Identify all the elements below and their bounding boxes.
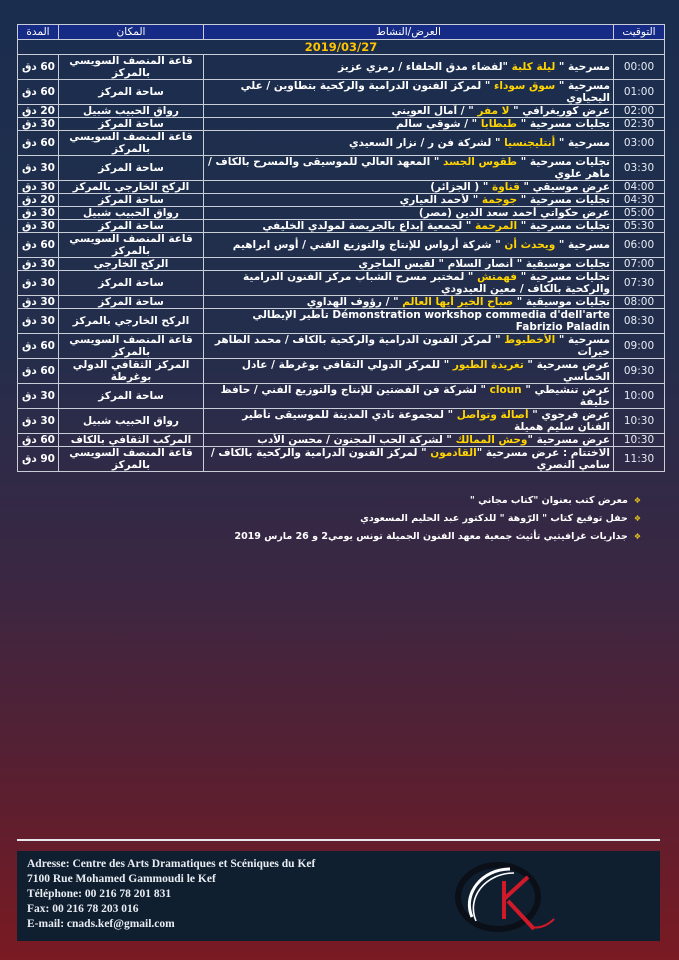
time-cell: 04:00: [614, 181, 665, 194]
activity-title: وحش الممالك: [455, 434, 528, 446]
note-text: معرض كتب بعنوان "كتاب مجاني ": [469, 495, 628, 506]
bullet-icon: ❖: [633, 532, 641, 541]
activity-cell: [204, 309, 614, 334]
time-cell: 05:00: [614, 207, 665, 220]
activity-text: " لمركز الفنون الدرامية والركحية بالكاف / سامي النصري: [210, 447, 610, 471]
bullet-icon: ❖: [633, 496, 641, 505]
table-row: [18, 258, 665, 271]
place-cell: الركح الخارجي: [59, 258, 204, 271]
activity-text: " / رؤوف الهداوي: [306, 296, 403, 308]
duration-cell: 30 دق: [18, 118, 59, 131]
time-cell: 03:30: [614, 156, 665, 181]
duration-cell: 60 دق: [18, 55, 59, 80]
activity-text: " لشركة فن ر / نزار السعيدي: [348, 137, 505, 149]
time-cell: 10:30: [614, 409, 665, 434]
activity-cell: [204, 181, 614, 194]
table-row: [18, 359, 665, 384]
activity-text: " / شوقي سالم: [396, 118, 481, 130]
address-block: [27, 857, 315, 932]
duration-cell: 30 دق: [18, 309, 59, 334]
place-cell: ساحة المركز: [59, 80, 204, 105]
duration-cell: 30 دق: [18, 271, 59, 296]
activity-text: مسرحية ": [555, 80, 610, 92]
activity-text: " المعهد العالي للموسيقى والمسرح بالكاف / ماهر علوي: [208, 156, 610, 180]
activity-text: تجليات مسرحية ": [517, 194, 610, 206]
activity-title: طقوس الجسد: [443, 156, 518, 168]
header-time: التوقيت: [614, 25, 665, 40]
address-line: Adresse: Centre des Arts Dramatiques et Scéniques du Kef: [27, 858, 316, 870]
activity-text: عرض مسرحية ": [523, 359, 610, 371]
time-cell: 09:30: [614, 359, 665, 384]
activity-title: جوجمة: [481, 194, 518, 206]
duration-cell: 30 دق: [18, 207, 59, 220]
activity-cell: [204, 271, 614, 296]
activity-text: عرض فرجوي ": [528, 409, 610, 421]
activity-text: عرض مسرحية ": [527, 434, 610, 446]
table-row: [18, 334, 665, 359]
activity-text: Démonstration workshop commedia d'dell'arte تأطير الإيطالي Fabrizio Paladin: [252, 309, 610, 333]
activity-cell: [204, 131, 614, 156]
table-row: [18, 105, 665, 118]
place-cell: ساحة المركز: [59, 194, 204, 207]
activity-cell: [204, 384, 614, 409]
duration-cell: 60 دق: [18, 80, 59, 105]
activity-text: مسرحية ": [555, 239, 610, 251]
activity-text: تجليات مسرحية ": [517, 118, 610, 130]
activity-cell: [204, 409, 614, 434]
activity-cell: [204, 334, 614, 359]
table-row: [18, 80, 665, 105]
activity-text: "لفضاء مدق الحلفاء / رمزي عزيز: [338, 61, 512, 73]
activity-text: الاختتام : عرض مسرحية ": [476, 447, 610, 459]
duration-cell: 60 دق: [18, 233, 59, 258]
activity-text: " لشركة فن الفضتين للإنتاج والتوزيع الفني / حافظ خليفة: [220, 384, 610, 408]
activity-cell: [204, 55, 614, 80]
table-row: [18, 309, 665, 334]
place-cell: رواق الحبيب شبيل: [59, 207, 204, 220]
duration-cell: 30 دق: [18, 181, 59, 194]
activity-text: " لشركة الحب المجنون / محسن الأدب: [257, 434, 456, 446]
time-cell: 02:00: [614, 105, 665, 118]
time-cell: 11:30: [614, 447, 665, 472]
activity-text: " لأحمد العياري: [399, 194, 482, 206]
notes-list: [81, 492, 641, 546]
activity-cell: [204, 80, 614, 105]
activity-cell: [204, 434, 614, 447]
duration-cell: 30 دق: [18, 409, 59, 434]
table-row: [18, 220, 665, 233]
schedule-table: [17, 24, 665, 472]
note-item: [81, 510, 641, 528]
activity-text: " شركة أرواس للإنتاج والتوزيع الفني / أوس ابراهيم: [232, 239, 505, 251]
activity-cell: [204, 194, 614, 207]
activity-title: لا مفر: [477, 105, 510, 117]
table-row: [18, 271, 665, 296]
activity-title: القادمون: [430, 447, 477, 459]
table-row: [18, 207, 665, 220]
activity-text: " / آمال العويني: [391, 105, 478, 117]
duration-cell: 30 دق: [18, 258, 59, 271]
place-cell: قاعة المنصف السويسي بالمركز: [59, 334, 204, 359]
activity-cell: [204, 220, 614, 233]
activity-text: تجليات موسيقية " أنصار السلام " لقيس الماجري: [358, 258, 610, 270]
time-cell: 00:00: [614, 55, 665, 80]
footer-contact: [17, 851, 660, 941]
table-row: [18, 181, 665, 194]
time-cell: 06:00: [614, 233, 665, 258]
place-cell: الركح الخارجي بالمركز: [59, 181, 204, 194]
place-cell: قاعة المنصف السويسي بالمركز: [59, 55, 204, 80]
activity-text: مسرحية ": [555, 61, 610, 73]
time-cell: 04:30: [614, 194, 665, 207]
time-cell: 09:00: [614, 334, 665, 359]
place-cell: المركب الثقافي بالكاف: [59, 434, 204, 447]
duration-cell: 60 دق: [18, 334, 59, 359]
table-row: [18, 409, 665, 434]
time-cell: 05:30: [614, 220, 665, 233]
activity-text: " للمركز الدولي الثقافي بوغرطة / عادل الخماسي: [241, 359, 610, 383]
activity-text: " لمجموعة نادي المدينة للموسيقى تأطير الفنان سليم هميلة: [242, 409, 610, 433]
activity-text: " ( الجزائر): [430, 181, 492, 193]
place-cell: ساحة المركز: [59, 118, 204, 131]
bullet-icon: ❖: [633, 514, 641, 523]
table-row: [18, 296, 665, 309]
note-text: حفل توقيع كتاب " الرّوهة " للدكتور عبد الحليم المسعودي: [360, 513, 628, 524]
email-line: E-mail: cnads.kef@gmail.com: [27, 918, 175, 930]
activity-cell: [204, 258, 614, 271]
header-duration: المدة: [18, 25, 59, 40]
place-cell: قاعة المنصف السويسي بالمركز: [59, 131, 204, 156]
duration-cell: 20 دق: [18, 194, 59, 207]
header-place: المكان: [59, 25, 204, 40]
activity-title: طبطابا: [480, 118, 518, 130]
duration-cell: 30 دق: [18, 384, 59, 409]
activity-title: أنتليجنسيا: [504, 137, 556, 149]
street-line: 7100 Rue Mohamed Gammoudi le Kef: [27, 873, 216, 885]
footer-divider: [17, 839, 660, 841]
activity-text: تجليات مسرحية ": [517, 220, 610, 232]
activity-cell: [204, 447, 614, 472]
place-cell: قاعة المنصف السويسي بالمركز: [59, 447, 204, 472]
activity-text: " لمختبر مسرح الشباب مركز الفنون الدرامية والركحية بالكاف / معين العيدودي: [243, 271, 610, 295]
activity-text: عرض موسيقي ": [519, 181, 610, 193]
activity-title: المرحمة: [474, 220, 518, 232]
duration-cell: 60 دق: [18, 359, 59, 384]
activity-text: " لمركز الفنون الدرامية والركحية بالكاف / محمد الطاهر خيرات: [214, 334, 610, 358]
activity-text: " لمركز الفنون الدرامية والركحية بتطاوين / علي اليحياوي: [240, 80, 610, 104]
activity-text: مسرحية ": [555, 137, 610, 149]
activity-cell: [204, 105, 614, 118]
time-cell: 10:30: [614, 434, 665, 447]
duration-cell: 60 دق: [18, 131, 59, 156]
table-row: [18, 156, 665, 181]
time-cell: 01:00: [614, 80, 665, 105]
table-row: [18, 131, 665, 156]
activity-text: " لجمعية إبداع بالجريصة لمولدي الخليفي: [262, 220, 475, 232]
duration-cell: 30 دق: [18, 220, 59, 233]
activity-cell: [204, 359, 614, 384]
time-cell: 07:30: [614, 271, 665, 296]
activity-title: فهمتش: [477, 271, 518, 283]
duration-cell: 30 دق: [18, 296, 59, 309]
activity-title: ليلة كلبة: [511, 61, 556, 73]
place-cell: قاعة المنصف السويسي بالمركز: [59, 233, 204, 258]
fax-line: Fax: 00 216 78 203 016: [27, 903, 139, 915]
schedule-date: 2019/03/27: [18, 40, 665, 55]
activity-text: عرض تنشيطي ": [521, 384, 610, 396]
time-cell: 08:00: [614, 296, 665, 309]
time-cell: 10:00: [614, 384, 665, 409]
table-row: [18, 194, 665, 207]
table-row: [18, 447, 665, 472]
activity-title: صباح الخير أيها العالم: [402, 296, 514, 308]
activity-text: تجليات موسيقية ": [513, 296, 610, 308]
activity-title: cloun: [489, 384, 522, 396]
activity-cell: [204, 156, 614, 181]
phone-line: Téléphone: 00 216 78 201 831: [27, 888, 172, 900]
activity-text: عرض حكواتي أحمد سعد الدين (مصر): [418, 207, 610, 219]
note-text: جداريات غرافيتيي تأثيث جمعية معهد الفنون الجميلة تونس يومي2 و 26 مارس 2019: [234, 531, 628, 542]
table-row: [18, 434, 665, 447]
note-item: [81, 492, 641, 510]
place-cell: ساحة المركز: [59, 220, 204, 233]
activity-text: عرض كوريغرافي ": [509, 105, 610, 117]
activity-title: قناوة: [492, 181, 520, 193]
place-cell: ساحة المركز: [59, 271, 204, 296]
table-row: [18, 118, 665, 131]
activity-title: ويحدث أن: [504, 239, 556, 251]
activity-cell: [204, 233, 614, 258]
time-cell: 08:30: [614, 309, 665, 334]
place-cell: رواق الحبيب شبيل: [59, 105, 204, 118]
table-row: [18, 384, 665, 409]
place-cell: ساحة المركز: [59, 384, 204, 409]
note-item: [81, 528, 641, 546]
time-cell: 03:00: [614, 131, 665, 156]
activity-cell: [204, 296, 614, 309]
time-cell: 07:00: [614, 258, 665, 271]
time-cell: 02:30: [614, 118, 665, 131]
table-row: [18, 233, 665, 258]
table-row: [18, 55, 665, 80]
activity-text: تجليات مسرحية ": [517, 156, 610, 168]
place-cell: ساحة المركز: [59, 156, 204, 181]
place-cell: الركح الخارجي بالمركز: [59, 309, 204, 334]
duration-cell: 30 دق: [18, 156, 59, 181]
activity-text: تجليات مسرحية ": [517, 271, 610, 283]
duration-cell: 20 دق: [18, 105, 59, 118]
activity-cell: [204, 118, 614, 131]
place-cell: ساحة المركز: [59, 296, 204, 309]
activity-title: الأخطبوط: [504, 334, 556, 346]
date-row: [18, 40, 665, 55]
place-cell: المركز الثقافي الدولي بوغرطة: [59, 359, 204, 384]
duration-cell: 60 دق: [18, 434, 59, 447]
activity-title: تغريدة الطيور: [452, 359, 524, 371]
activity-title: سوق سوداء: [494, 80, 556, 92]
table-header-row: [18, 25, 665, 40]
activity-text: مسرحية ": [555, 334, 610, 346]
duration-cell: 90 دق: [18, 447, 59, 472]
cnads-logo-icon: [452, 859, 560, 935]
activity-cell: [204, 207, 614, 220]
place-cell: رواق الحبيب شبيل: [59, 409, 204, 434]
header-activity: العرض/النشاط: [204, 25, 614, 40]
activity-title: أصالة وتواصل: [456, 409, 529, 421]
